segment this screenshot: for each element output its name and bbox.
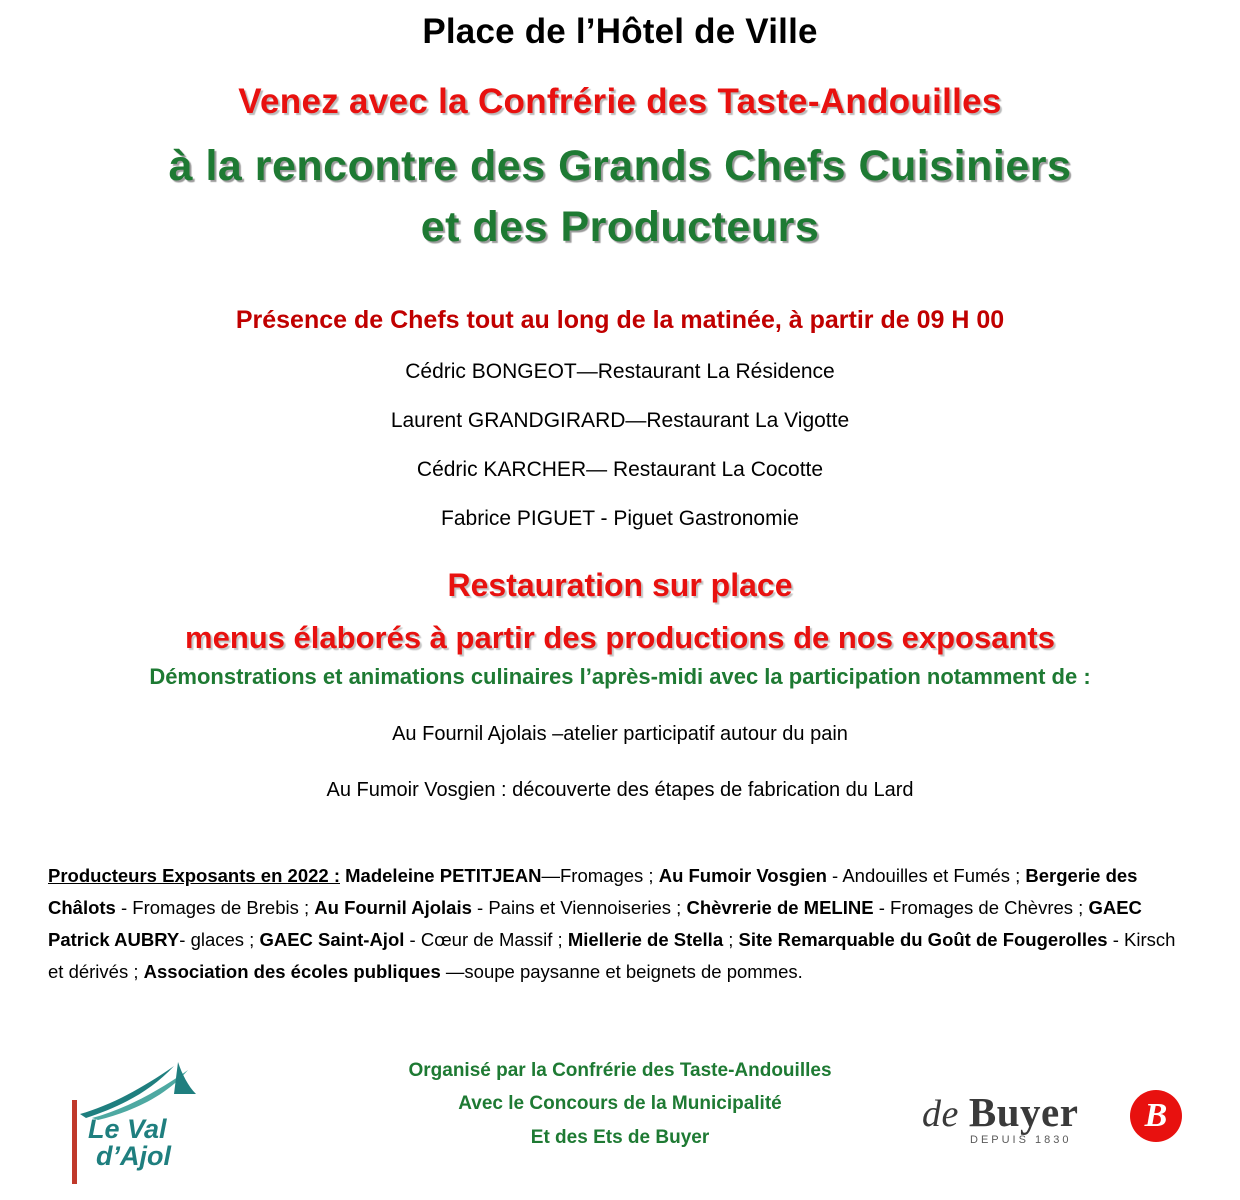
- menus-line: menus élaborés à partir des productions de nos exposants: [185, 620, 1055, 656]
- demonstrations-line: Démonstrations et animations culinaires l’après-midi avec la participation notamment de :: [149, 664, 1091, 690]
- exposant-desc-1: —Fromages ;: [541, 865, 659, 887]
- de-buyer-de: de: [922, 1093, 959, 1135]
- chef-line-3: Cédric KARCHER— Restaurant La Cocotte: [416, 458, 824, 482]
- exposant-name-2: Au Fumoir Vosgien: [658, 865, 827, 887]
- organiser-line-3: Et des Ets de Buyer: [530, 1126, 710, 1148]
- organiser-line-2: Avec le Concours de la Municipalité: [458, 1093, 782, 1115]
- chef-line-2: Laurent GRANDGIRARD—Restaurant La Vigotte: [390, 409, 850, 433]
- exposant-name-6: GAEC Patrick AUBRY: [48, 897, 1142, 950]
- animation-line-1: Au Fournil Ajolais –atelier participatif autour du pain: [392, 723, 848, 746]
- restauration-heading: Restauration sur place: [447, 567, 793, 604]
- exposant-desc-4: - Pains et Viennoiseries ;: [471, 897, 687, 919]
- exposant-desc-5: - Fromages de Chèvres ;: [873, 897, 1089, 919]
- exposant-desc-10: —soupe paysanne et beignets de pommes.: [440, 960, 803, 982]
- poster-footer: [0, 1044, 1240, 1194]
- de-buyer-buyer: Buyer: [968, 1089, 1079, 1135]
- exposant-name-5: Chèvrerie de MELINE: [686, 897, 874, 919]
- exposants-paragraph: [48, 860, 1192, 987]
- val-dajol-line-1: Le Val: [88, 1114, 167, 1144]
- exposant-desc-6: - glaces ;: [179, 928, 260, 950]
- val-dajol-line-2: d’Ajol: [96, 1141, 171, 1171]
- de-buyer-mark-letter: B: [1144, 1097, 1168, 1134]
- wordart-block: [0, 122, 1240, 250]
- chef-line-1: Cédric BONGEOT—Restaurant La Résidence: [405, 360, 835, 384]
- exposant-name-4: Au Fournil Ajolais: [314, 897, 472, 919]
- chefs-heading: Présence de Chefs tout au long de la matinée, à partir de 09 H 00: [235, 306, 1005, 335]
- headline-venez: Venez avec la Confrérie des Taste-Andouilles: [238, 82, 1002, 121]
- exposant-name-1: Madeleine PETITJEAN: [340, 865, 542, 887]
- exposant-desc-2: - Andouilles et Fumés ;: [826, 865, 1026, 887]
- exposant-desc-7: - Cœur de Massif ;: [404, 928, 568, 950]
- chef-line-4: Fabrice PIGUET - Piguet Gastronomie: [441, 507, 799, 531]
- exposant-name-7: GAEC Saint-Ajol: [259, 928, 405, 950]
- de-buyer-logo: [922, 1086, 1182, 1160]
- place-title: Place de l’Hôtel de Ville: [422, 12, 818, 51]
- exposant-desc-3: - Fromages de Brebis ;: [115, 897, 315, 919]
- de-buyer-wordmark: [922, 1088, 1078, 1136]
- exposant-desc-9: - Kirsch et dérivés ;: [48, 928, 1176, 982]
- wordart-line-1: à la rencontre des Grands Chefs Cuisiniers: [168, 142, 1072, 190]
- animation-line-2: Au Fumoir Vosgien : découverte des étapes de fabrication du Lard: [326, 779, 914, 802]
- de-buyer-since: DEPUIS 1830: [970, 1134, 1072, 1146]
- exposants-lead: Producteurs Exposants en 2022 :: [48, 865, 340, 887]
- exposant-name-8: Miellerie de Stella: [567, 928, 724, 950]
- de-buyer-mark-icon: [1130, 1090, 1182, 1142]
- organiser-line-1: Organisé par la Confrérie des Taste-Andouilles: [408, 1060, 832, 1081]
- exposant-name-10: Association des écoles publiques: [143, 960, 441, 982]
- exposant-name-9: Site Remarquable du Goût de Fougerolles: [738, 928, 1108, 950]
- exposant-desc-8: ;: [723, 928, 739, 950]
- exposant-name-3: Bergerie des Châlots: [48, 865, 1138, 919]
- wordart-line-2: et des Producteurs: [420, 203, 820, 252]
